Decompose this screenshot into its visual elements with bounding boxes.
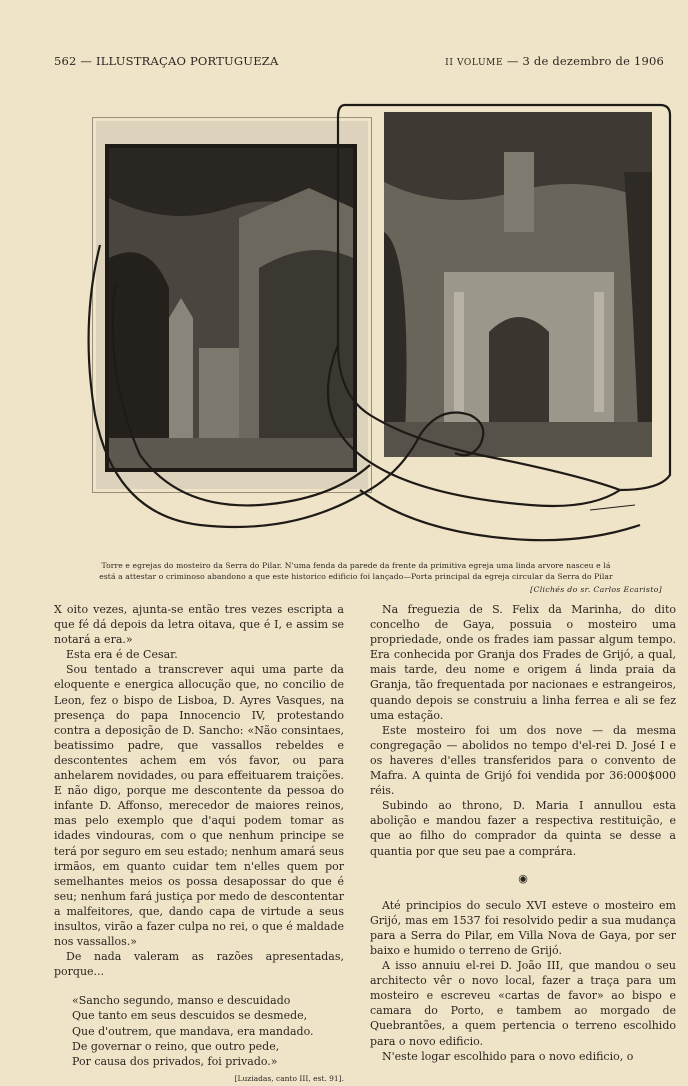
left-column [54,602,344,1086]
figure-caption [50,560,662,582]
paragraph: Na freguezia de S. Felix da Marinha, do dito concelho de Gaya, possuia o mosteiro uma propriedade, onde os frades iam passar algum tempo. Era conhecida por Granja dos Frades de Grijó, a qual, mais tarde, deu nome e origem á linda praia da Granja, tão frequentada por nacionaes e estrangeiros, quando depois se construiu a linha ferrea e ali se fez uma estação. [370,603,676,722]
right-column [370,602,676,1064]
tower-churches-illustration [109,148,353,468]
verse-line: Que d'outrem, que mandava, era mandado. [72,1024,314,1038]
date-label: — 3 de dezembro de 1906 [506,54,664,68]
verse-line: Que tanto em seus descuidos se desmede, [72,1009,308,1023]
volume-label: II VOLUME [445,58,504,68]
photo-credit: [Clichés do sr. Carlos Ecaristo] [530,585,662,594]
paragraph: Esta era é de Cesar. [66,648,178,662]
paragraph: Este mosteiro foi um dos nove — da mesma congregação — abolidos no tempo d'el-rei D. José I e os haveres d'elles transferidos para o convento de Mafra. A quinta de Grijó foi vendida por 36:000$000 réis. [370,723,676,798]
paragraph: N'este logar escolhido para o novo edificio, o [382,1049,634,1063]
paragraph: Até principios do seculo XVI esteve o mosteiro em Grijó, mas em 1537 foi resolvido pedir a sua mudança para a Serra do Pilar, em Villa Nova de Gaya, por ser baixo e humido o terreno de Grijó. [370,898,676,957]
paragraph: Subindo ao throno, D. Maria I annullou esta abolição e mandou fazer a respectiva restituição, e que ao filho do comprador da quinta se desse a quantia por que seu pae a comprára. [370,799,676,858]
paragraph: Sou tentado a transcrever aqui uma parte da eloquente e energica allocução que, no concilio de Leon, fez o bispo de Lisboa, D. Ayres Vasques, na presença do papa Innocencio IV, protestando contra a deposição de D. Sancho: «Não consintaes, beatissimo padre, que vassallos rebeldes e descontentes achem em vós favor, ou para anhelarem novidades, ou para effeituarem traições. E não digo, porque me descontente da pessoa do infante D. Affonso, merecedor de maiores reinos, mas pelo exemplo que d'aqui podem tomar as idades vindouras, com o que nenhum principe se terá por seguro em seu estado; nenhum amará seus irmãos, em quanto cuidar tem n'elles quem por semelhantes meios os possa desapossar do que é seu; nenhum fará justiça por medo de descontentar a malfeitores, que, dando capa de virtude a seus insultos, virão a fazer culpa no rei, o que é maldade nos vassallos.» [54,663,345,949]
page-number-title: 562 — ILLUSTRAÇAO PORTUGUEZA [54,54,279,68]
caption-line-2: está a attestar o criminoso abandono a que este historico edificio foi lançado—Porta principal da egreja circular da Serra do Pilar [99,572,613,581]
main-door-illustration [384,112,652,457]
photo-main-door [384,112,652,457]
page-header [54,54,664,72]
caption-line-1: Torre e egrejas do mosteiro da Serra do Pilar. N'uma fenda da parede da frente da primitiva egreja uma linda arvore nasceu e lá [101,561,611,570]
section-separator: ◉ [518,871,528,885]
verse-reference: [Luziadas, canto III, est. 91]. [234,1073,344,1083]
verse-quote [72,993,344,1086]
paragraph: De nada valeram as razões apresentadas, porque... [54,950,344,979]
issue-date [445,54,664,68]
verse-line: «Sancho segundo, manso e descuidado [72,994,291,1008]
verse-line: Por causa dos privados, foi privado.» [72,1054,278,1068]
photo-tower-churches [92,117,372,493]
verse-line: De governar o reino, que outro pede, [72,1039,280,1053]
paragraph: A isso annuiu el-rei D. João III, que mandou o seu architecto vêr o novo local, fazer a traça para um mosteiro e escreveu «cartas de favor» ao bispo e camara do Porto, e tambem ao morgado de Quebrantões, a quem pertencia o terreno escolhido para o novo edificio. [370,959,676,1048]
paragraph: X oito vezes, ajunta-se então tres vezes escripta a que fé dá depois da letra oitava, que é I, e assim se notará a era.» [54,603,344,647]
photo-tower-churches-image [105,144,357,472]
